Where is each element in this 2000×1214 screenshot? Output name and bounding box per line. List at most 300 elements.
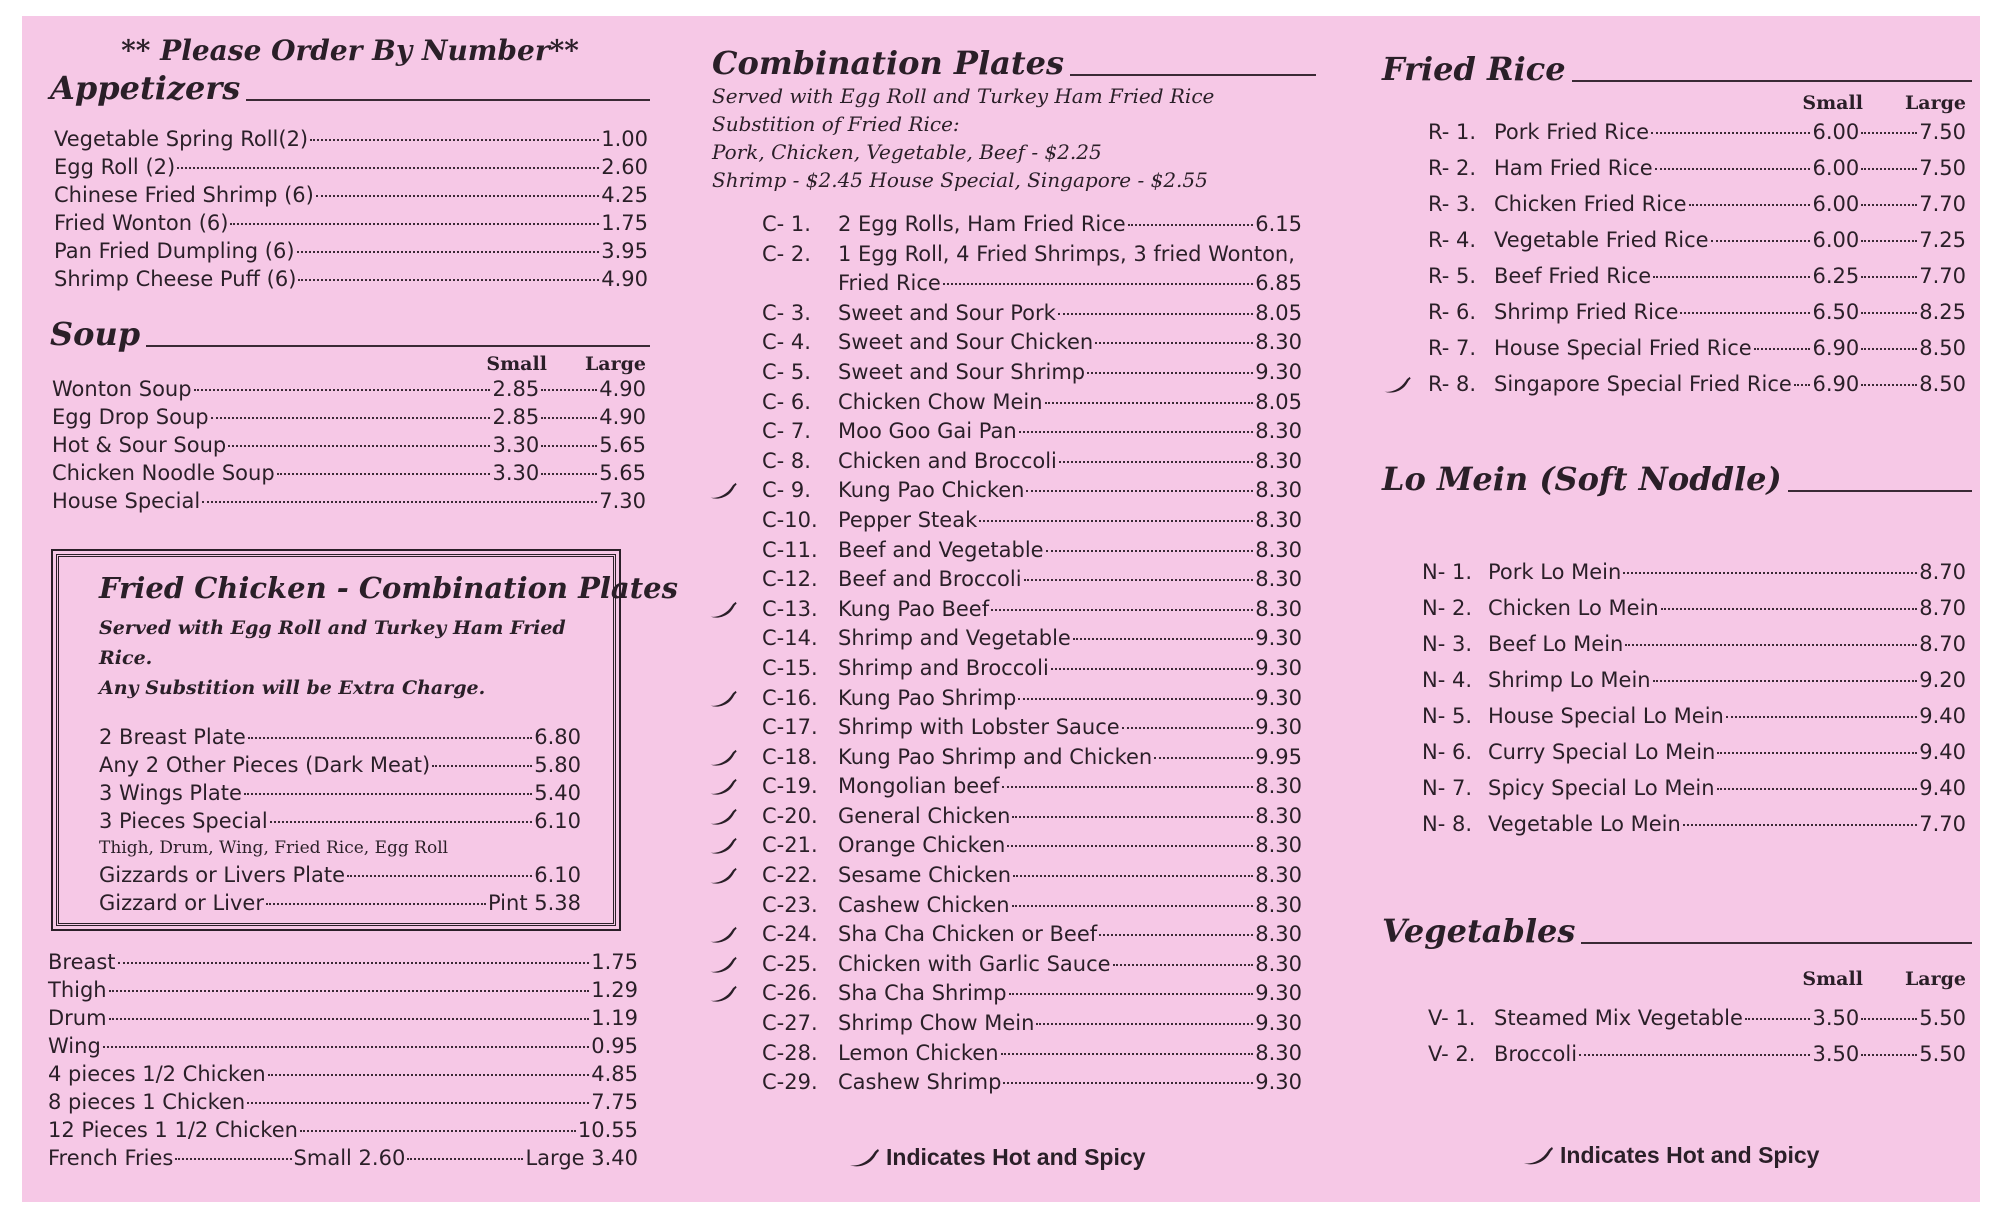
item-price: 8.30	[1255, 803, 1302, 828]
item-code: C-24.	[762, 922, 818, 947]
french-fries-row: French Fries Small 2.60 Large 3.40	[48, 1146, 639, 1170]
item-price: 5.80	[534, 753, 581, 777]
fried-rice-item	[1428, 150, 1966, 186]
item-price: 4.25	[601, 183, 648, 207]
soup-row	[52, 403, 646, 431]
item-price: 9.30	[1255, 626, 1302, 651]
item-name: Egg Drop Soup	[52, 405, 209, 429]
lo-mein-row	[1422, 662, 1966, 698]
item-code: C-21.	[762, 833, 818, 858]
item-price: 9.30	[1255, 359, 1302, 384]
item-code: C-23.	[762, 892, 818, 917]
item-price-small: 6.00	[1812, 120, 1860, 144]
combination-item	[762, 388, 1302, 418]
item-price: 8.30	[1255, 478, 1302, 503]
item-name: Pork Fried Rice	[1494, 120, 1650, 144]
fried-rice-item	[1428, 258, 1966, 294]
item-name: Ham Fried Rice	[1494, 156, 1653, 180]
item-code: C-14.	[762, 626, 818, 651]
item-price: 2.60	[601, 155, 648, 179]
soup-row	[52, 431, 646, 459]
combination-item	[762, 831, 1302, 861]
item-code: C- 5.	[762, 359, 811, 384]
fried-rice-size-header: Small Large	[1802, 92, 1966, 114]
order-note: ** Please Order By Number**	[121, 34, 579, 67]
combination-item	[762, 950, 1302, 980]
item-code: V- 2.	[1428, 1042, 1476, 1066]
item-code: C-20.	[762, 803, 818, 828]
combination-item	[762, 358, 1302, 388]
combination-item	[762, 210, 1302, 240]
item-name: Chicken Noodle Soup	[52, 461, 275, 485]
right-column	[1382, 16, 1972, 1072]
chicken-piece-row	[48, 976, 638, 1004]
item-code: N- 4.	[1422, 668, 1472, 692]
combination-item	[762, 476, 1302, 506]
item-price-large: 8.50	[1919, 372, 1966, 396]
item-name: Cashew Chicken	[838, 892, 1010, 917]
fried-rice-item	[1428, 366, 1966, 402]
combination-item	[762, 772, 1302, 802]
item-name: 2 Breast Plate	[99, 725, 246, 749]
item-price: 1.75	[591, 950, 638, 974]
item-name: Beef and Broccoli	[838, 567, 1022, 592]
item-code: C-22.	[762, 863, 818, 888]
hot-pepper-icon	[708, 807, 738, 827]
item-name: Drum	[48, 1006, 107, 1030]
item-name: Mongolian beef	[838, 774, 1000, 799]
appetizer-row	[54, 237, 648, 265]
item-name: Sha Cha Shrimp	[838, 981, 1007, 1006]
menu-page	[22, 16, 1980, 1202]
item-price: 8.70	[1919, 596, 1966, 620]
item-name: Thigh	[48, 978, 107, 1002]
combination-item	[762, 240, 1302, 299]
fried-chicken-desc-1: Served with Egg Roll and Turkey Ham Fried Rice.	[99, 617, 566, 669]
hot-pepper-icon	[708, 955, 738, 975]
item-name: Kung Pao Shrimp and Chicken	[838, 744, 1153, 769]
item-price: 9.95	[1255, 744, 1302, 769]
item-price: 9.30	[1255, 1011, 1302, 1036]
item-price-small: 6.25	[1812, 264, 1860, 288]
combination-item	[762, 1009, 1302, 1039]
item-price: 5.40	[534, 781, 581, 805]
item-code: R- 5.	[1428, 264, 1477, 288]
item-name: Shrimp Cheese Puff (6)	[54, 267, 297, 291]
item-price-large: 4.90	[599, 405, 646, 429]
soup-house-special: House Special 7.30	[52, 489, 646, 513]
fried-chicken-box	[56, 554, 678, 926]
combination-item	[762, 328, 1302, 358]
item-price-large: 5.50	[1919, 1042, 1966, 1066]
item-price: 8.70	[1919, 632, 1966, 656]
fried-rice-item	[1428, 222, 1966, 258]
item-name: Beef Lo Mein	[1488, 632, 1624, 656]
item-price: 9.30	[1255, 655, 1302, 680]
item-code: R- 8.	[1428, 372, 1477, 396]
fried-rice-item	[1428, 294, 1966, 330]
item-price: 1.00	[601, 127, 648, 151]
hot-pepper-icon	[1382, 375, 1412, 395]
combination-item	[762, 891, 1302, 921]
item-name: Egg Roll (2)	[54, 155, 176, 179]
special-note: Thigh, Drum, Wing, Fried Rice, Egg Roll	[99, 838, 449, 858]
item-name: Vegetable Spring Roll(2)	[54, 127, 309, 151]
item-price: 8.30	[1255, 419, 1302, 444]
item-price-small: 3.50	[1812, 1006, 1860, 1030]
combination-item	[762, 979, 1302, 1009]
lo-mein-row	[1422, 698, 1966, 734]
item-price: 9.40	[1919, 776, 1966, 800]
combination-desc-line: Served with Egg Roll and Turkey Ham Fried Rice	[712, 84, 1215, 108]
chicken-piece-row	[48, 1004, 638, 1032]
item-code: V- 1.	[1428, 1006, 1476, 1030]
item-name: 2 Egg Rolls, Ham Fried Rice	[838, 212, 1126, 236]
appetizer-row	[54, 209, 648, 237]
item-price: 6.85	[1255, 271, 1302, 296]
item-price: 8.30	[1255, 567, 1302, 592]
combination-item	[762, 861, 1302, 891]
item-price: 9.40	[1919, 704, 1966, 728]
item-price-large: 7.50	[1919, 120, 1966, 144]
item-code: C-27.	[762, 1011, 818, 1036]
item-code: N- 6.	[1422, 740, 1472, 764]
fried-chicken-row	[99, 723, 581, 751]
gizzards-plate-row: Gizzards or Livers Plate 6.10	[99, 863, 581, 887]
item-code: C-15.	[762, 655, 818, 680]
item-price-large: 8.50	[1919, 336, 1966, 360]
item-name: General Chicken	[838, 803, 1011, 828]
item-code: C- 3.	[762, 300, 811, 325]
chicken-pieces-list	[48, 948, 638, 1144]
combination-item	[762, 743, 1302, 773]
combination-title: Combination Plates	[712, 44, 1316, 82]
item-code: C-17.	[762, 715, 818, 740]
gizzard-pint-row: Gizzard or Liver Pint 5.38	[99, 891, 581, 915]
item-price: 8.30	[1255, 507, 1302, 532]
item-price-small: 6.90	[1812, 372, 1860, 396]
item-price: 6.15	[1255, 212, 1302, 236]
chicken-piece-row	[48, 948, 638, 976]
item-code: C-28.	[762, 1040, 818, 1065]
hot-pepper-icon	[848, 1147, 880, 1169]
item-price-small: 3.30	[492, 433, 540, 457]
item-price-large: 7.70	[1919, 264, 1966, 288]
item-code: C-16.	[762, 685, 818, 710]
item-name: Sha Cha Chicken or Beef	[838, 922, 1098, 947]
item-price: 4.85	[591, 1062, 638, 1086]
hot-pepper-icon	[708, 866, 738, 886]
item-name: House Special Fried Rice	[1494, 336, 1752, 360]
item-name: 3 Wings Plate	[99, 781, 242, 805]
fried-chicken-row	[99, 807, 581, 835]
item-price: 8.30	[1255, 951, 1302, 976]
item-price-large: 5.65	[599, 461, 646, 485]
item-name: Spicy Special Lo Mein	[1488, 776, 1715, 800]
combination-item	[762, 1039, 1302, 1069]
item-price: 9.30	[1255, 1070, 1302, 1095]
fried-chicken-row	[99, 751, 581, 779]
item-code: R- 7.	[1428, 336, 1477, 360]
item-name-cont: Fried Rice	[838, 271, 941, 296]
hot-pepper-icon	[708, 481, 738, 501]
item-price: 6.80	[534, 725, 581, 749]
item-price-small: 3.50	[1812, 1042, 1860, 1066]
item-code: C-10.	[762, 507, 818, 532]
item-name: Kung Pao Beef	[838, 596, 990, 621]
item-name: Beef and Vegetable	[838, 537, 1044, 562]
item-price-small: 3.30	[492, 461, 540, 485]
combination-item	[762, 654, 1302, 684]
item-name: Moo Goo Gai Pan	[838, 419, 1017, 444]
combination-item	[762, 713, 1302, 743]
item-price: 8.30	[1255, 774, 1302, 799]
hot-pepper-icon	[708, 984, 738, 1004]
item-name: Wing	[48, 1034, 101, 1058]
combination-item	[762, 920, 1302, 950]
item-name: Lemon Chicken	[838, 1040, 999, 1065]
item-price-large: 4.90	[599, 377, 646, 401]
hot-pepper-icon	[708, 600, 738, 620]
combination-item	[762, 447, 1302, 477]
item-price-small: 6.00	[1812, 156, 1860, 180]
soup-title: Soup	[50, 315, 650, 353]
item-name: Chicken and Broccoli	[838, 448, 1057, 473]
combination-item	[762, 624, 1302, 654]
item-code: R- 1.	[1428, 120, 1477, 144]
item-price-large: 5.50	[1919, 1006, 1966, 1030]
item-name: Sweet and Sour Pork	[838, 300, 1056, 325]
lo-mein-row	[1422, 554, 1966, 590]
lo-mein-row	[1422, 734, 1966, 770]
lo-mein-row	[1422, 590, 1966, 626]
lo-mein-row	[1422, 770, 1966, 806]
hot-pepper-icon	[1522, 1145, 1554, 1167]
item-name: Shrimp and Broccoli	[838, 655, 1049, 680]
item-price-small: 6.00	[1812, 228, 1860, 252]
item-name: Pan Fried Dumpling (6)	[54, 239, 295, 263]
soup-row	[52, 459, 646, 487]
item-code: N- 5.	[1422, 704, 1472, 728]
combination-item	[762, 417, 1302, 447]
item-code: N- 1.	[1422, 560, 1472, 584]
item-name: Pepper Steak	[838, 507, 978, 532]
item-name: Pork Lo Mein	[1488, 560, 1622, 584]
item-name: Shrimp with Lobster Sauce	[838, 715, 1120, 740]
item-name: Breast	[48, 950, 116, 974]
item-price: 8.30	[1255, 1040, 1302, 1065]
item-name: 12 Pieces 1 1/2 Chicken	[48, 1118, 298, 1142]
combination-list	[712, 210, 1302, 1098]
item-name: Chicken Chow Mein	[838, 389, 1043, 414]
item-name: 8 pieces 1 Chicken	[48, 1090, 246, 1114]
item-price-small: 2.85	[492, 405, 540, 429]
chicken-piece-row	[48, 1060, 638, 1088]
vegetables-title: Vegetables	[1382, 912, 1972, 950]
fried-chicken-list	[99, 723, 581, 835]
item-price: 7.70	[1919, 812, 1966, 836]
item-code: C- 7.	[762, 419, 811, 444]
appetizers-title: Appetizers	[50, 69, 650, 107]
item-code: C-25.	[762, 951, 818, 976]
vegetables-size-header: Small Large	[1802, 968, 1966, 990]
item-name: Sesame Chicken	[838, 863, 1012, 888]
item-code: N- 2.	[1422, 596, 1472, 620]
item-price: 6.10	[534, 809, 581, 833]
item-name: Chicken with Garlic Sauce	[838, 951, 1111, 976]
item-price: 8.30	[1255, 863, 1302, 888]
item-name: Shrimp and Vegetable	[838, 626, 1071, 651]
chicken-pieces-section	[48, 948, 638, 1172]
item-price: 1.29	[591, 978, 638, 1002]
item-name: Sweet and Sour Chicken	[838, 330, 1094, 355]
item-name: 1 Egg Roll, 4 Fried Shrimps, 3 fried Wonton,	[838, 241, 1295, 266]
item-code: R- 2.	[1428, 156, 1477, 180]
combination-item	[762, 595, 1302, 625]
fried-rice-title: Fried Rice	[1382, 50, 1972, 88]
fried-rice-item	[1428, 114, 1966, 150]
appetizer-list	[50, 125, 650, 293]
hot-pepper-icon	[708, 748, 738, 768]
fried-rice-list	[1382, 114, 1972, 402]
item-price: 8.05	[1255, 389, 1302, 414]
item-code: C- 2.	[762, 241, 811, 266]
item-price: 8.30	[1255, 330, 1302, 355]
item-code: R- 3.	[1428, 192, 1477, 216]
item-price-small: 2.85	[492, 377, 540, 401]
item-code: N- 3.	[1422, 632, 1472, 656]
item-code: C-26.	[762, 981, 818, 1006]
item-name: Shrimp Chow Mein	[838, 1011, 1035, 1036]
item-name: Fried Wonton (6)	[54, 211, 229, 235]
soup-size-header: Small Large	[486, 353, 646, 375]
vegetables-legend: Indicates Hot and Spicy	[1522, 1142, 1819, 1169]
combination-desc-line: Shrimp - $2.45 House Special, Singapore - $2.55	[712, 168, 1208, 192]
appetizer-row	[54, 125, 648, 153]
item-name: House Special Lo Mein	[1488, 704, 1724, 728]
item-price: 9.30	[1255, 981, 1302, 1006]
item-code: C-12.	[762, 567, 818, 592]
vegetables-list	[1382, 1000, 1972, 1072]
item-name: Kung Pao Chicken	[838, 478, 1025, 503]
left-column	[50, 16, 650, 515]
fried-chicken-title: Fried Chicken - Combination Plates	[99, 571, 678, 605]
combination-desc-line: Pork, Chicken, Vegetable, Beef - $2.25	[712, 140, 1102, 164]
item-name: Vegetable Fried Rice	[1494, 228, 1709, 252]
item-code: R- 6.	[1428, 300, 1477, 324]
combination-item	[762, 506, 1302, 536]
combination-desc-line: Substition of Fried Rice:	[712, 112, 960, 136]
item-price: 0.95	[591, 1034, 638, 1058]
appetizer-row	[54, 153, 648, 181]
combination-legend: Indicates Hot and Spicy	[848, 1144, 1145, 1171]
chicken-piece-row	[48, 1088, 638, 1116]
item-name: Beef Fried Rice	[1494, 264, 1652, 288]
item-name: Hot & Sour Soup	[52, 433, 227, 457]
combination-item	[762, 299, 1302, 329]
item-name: Orange Chicken	[838, 833, 1006, 858]
item-code: C- 4.	[762, 330, 811, 355]
item-price-large: 5.65	[599, 433, 646, 457]
chicken-piece-row	[48, 1032, 638, 1060]
item-code: C-29.	[762, 1070, 818, 1095]
item-name: Shrimp Fried Rice	[1494, 300, 1679, 324]
item-code: R- 4.	[1428, 228, 1477, 252]
vegetable-row	[1428, 1000, 1966, 1036]
item-price: 9.30	[1255, 685, 1302, 710]
item-name: 4 pieces 1/2 Chicken	[48, 1062, 266, 1086]
combination-item	[762, 536, 1302, 566]
item-name: 3 Pieces Special	[99, 809, 268, 833]
fried-chicken-row	[99, 779, 581, 807]
combination-item	[762, 1068, 1302, 1098]
item-price: 1.75	[601, 211, 648, 235]
combination-item	[762, 684, 1302, 714]
lo-mein-list	[1382, 554, 1972, 842]
item-price: 9.20	[1919, 668, 1966, 692]
item-price: 8.30	[1255, 596, 1302, 621]
item-price: 8.30	[1255, 537, 1302, 562]
item-price-large: 7.25	[1919, 228, 1966, 252]
item-price-small: 6.90	[1812, 336, 1860, 360]
item-name: Any 2 Other Pieces (Dark Meat)	[99, 753, 431, 777]
item-price: 3.95	[601, 239, 648, 263]
item-code: N- 8.	[1422, 812, 1472, 836]
item-name: Chicken Fried Rice	[1494, 192, 1687, 216]
appetizer-row	[54, 265, 648, 293]
item-code: C-13.	[762, 596, 818, 621]
item-name: Chicken Lo Mein	[1488, 596, 1659, 620]
item-name: Singapore Special Fried Rice	[1494, 372, 1792, 396]
item-name: Cashew Shrimp	[838, 1070, 1002, 1095]
item-name: Steamed Mix Vegetable	[1494, 1006, 1743, 1030]
fried-chicken-desc-2: Any Substition will be Extra Charge.	[99, 677, 486, 699]
hot-pepper-icon	[708, 777, 738, 797]
item-code: C-18.	[762, 744, 818, 769]
item-price: 8.30	[1255, 833, 1302, 858]
item-price: 4.90	[601, 267, 648, 291]
item-name: Shrimp Lo Mein	[1488, 668, 1651, 692]
item-price: 8.70	[1919, 560, 1966, 584]
combination-item	[762, 565, 1302, 595]
item-name: Chinese Fried Shrimp (6)	[54, 183, 314, 207]
item-name: Kung Pao Shrimp	[838, 685, 1017, 710]
item-code: N- 7.	[1422, 776, 1472, 800]
item-price-small: 6.50	[1812, 300, 1860, 324]
item-price-large: 7.50	[1919, 156, 1966, 180]
item-price: 9.30	[1255, 715, 1302, 740]
item-code: C- 9.	[762, 478, 811, 503]
item-name: Broccoli	[1494, 1042, 1578, 1066]
lo-mein-row	[1422, 626, 1966, 662]
chicken-piece-row	[48, 1116, 638, 1144]
item-price: 8.30	[1255, 892, 1302, 917]
combination-item	[762, 802, 1302, 832]
vegetable-row	[1428, 1036, 1966, 1072]
item-code: C-11.	[762, 537, 818, 562]
item-code: C- 6.	[762, 389, 811, 414]
item-name: Curry Special Lo Mein	[1488, 740, 1716, 764]
combination-description	[712, 82, 1332, 194]
item-price: 1.19	[591, 1006, 638, 1030]
hot-pepper-icon	[708, 925, 738, 945]
item-price: 8.30	[1255, 922, 1302, 947]
item-name: Sweet and Sour Shrimp	[838, 359, 1086, 384]
item-name: Wonton Soup	[52, 377, 192, 401]
lo-mein-title: Lo Mein (Soft Noddle)	[1382, 460, 1972, 498]
item-price: 9.40	[1919, 740, 1966, 764]
appetizer-row	[54, 181, 648, 209]
